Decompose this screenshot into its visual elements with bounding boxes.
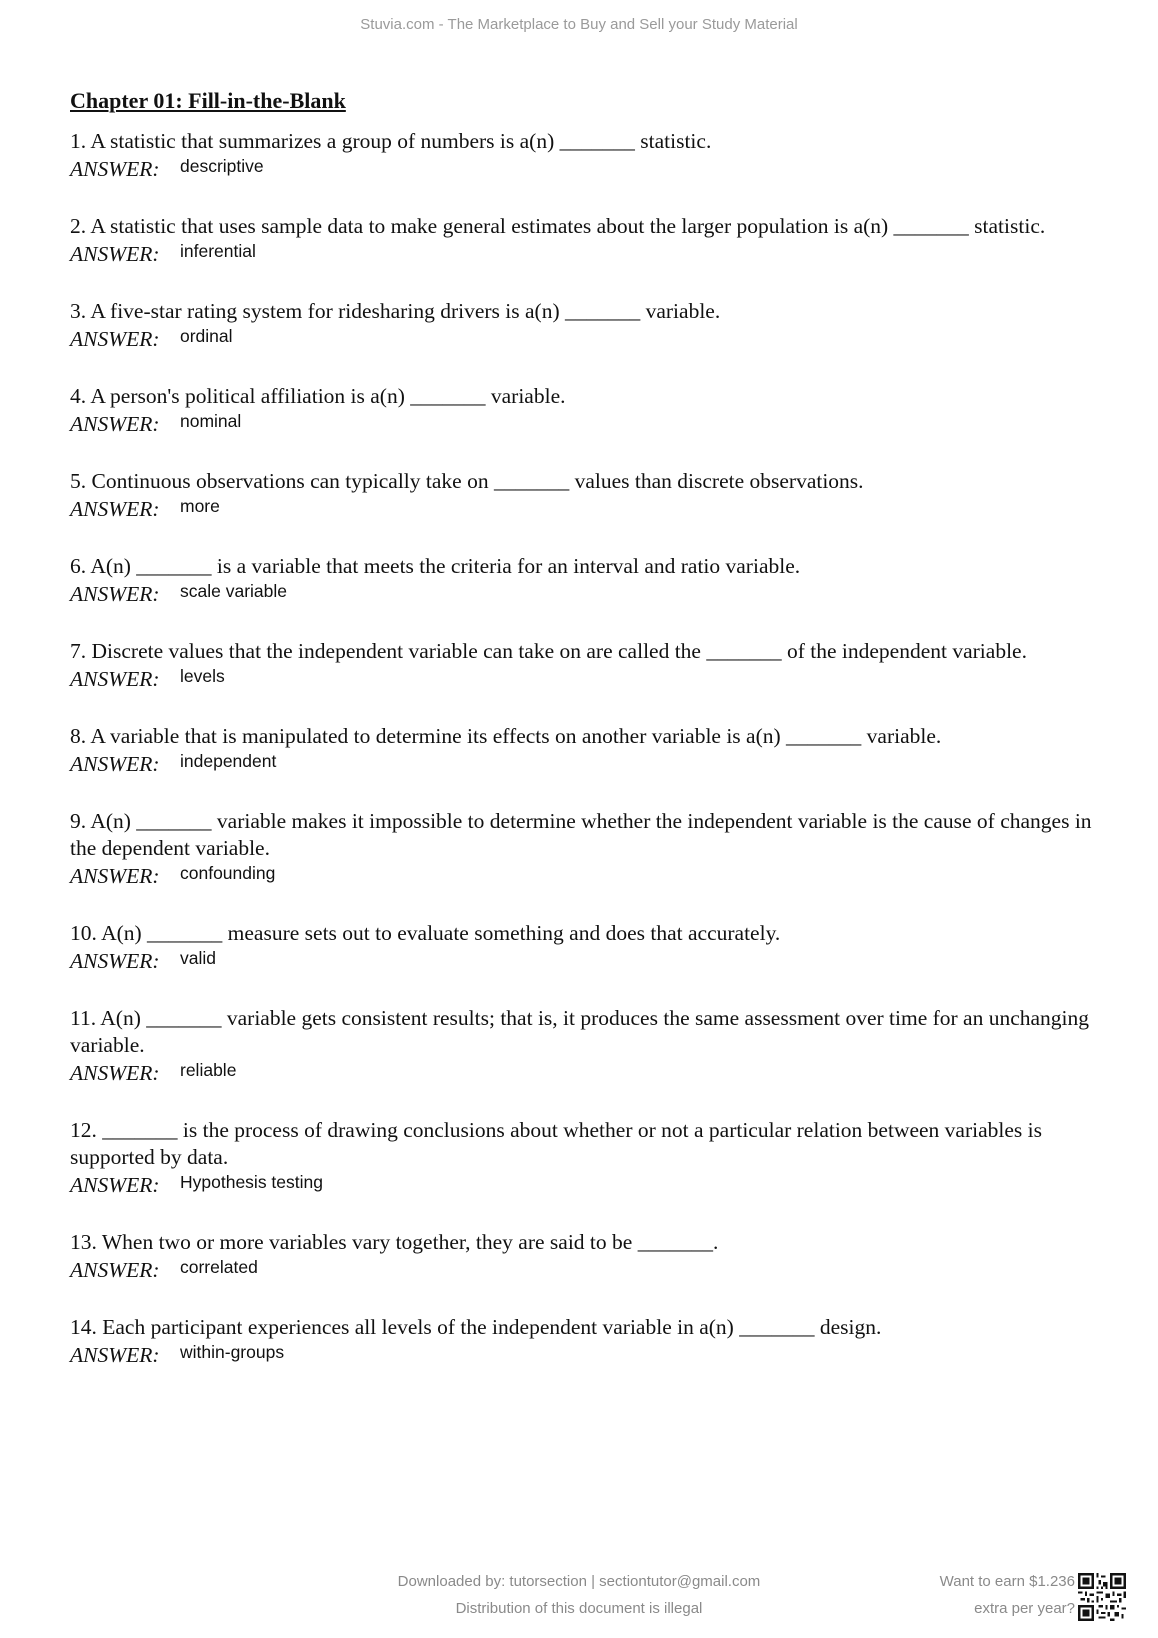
answer-value: Hypothesis testing <box>180 1172 323 1192</box>
answer-line <box>70 410 1120 441</box>
answer-value: inferential <box>180 241 256 261</box>
answer-value: reliable <box>180 1060 237 1080</box>
answer-value: confounding <box>180 863 276 883</box>
answer-line <box>70 1171 1120 1202</box>
question-text: 6. A(n) _______ is a variable that meets the criteria for an interval and ratio variable. <box>70 554 801 578</box>
question-text: 2. A statistic that uses sample data to make general estimates about the larger population is a(n) _______ statistic. <box>70 214 1046 238</box>
answer-line <box>70 665 1120 696</box>
earn-promo-link[interactable]: Want to earn $1.236 <box>939 1573 1075 1590</box>
answer-line <box>70 495 1120 526</box>
question-item <box>70 128 1120 186</box>
document-body <box>70 86 1120 1399</box>
answer-label: ANSWER: <box>70 949 160 973</box>
answer-value: scale variable <box>180 581 287 601</box>
question-text: 1. A statistic that summarizes a group of numbers is a(n) _______ statistic. <box>70 129 712 153</box>
answer-line <box>70 580 1120 611</box>
answer-label: ANSWER: <box>70 1343 160 1367</box>
question-item <box>70 213 1120 271</box>
question-item <box>70 920 1120 978</box>
qr-code-icon[interactable] <box>1078 1573 1126 1621</box>
question-text: 10. A(n) _______ measure sets out to evaluate something and does that accurately. <box>70 921 781 945</box>
question-text: 8. A variable that is manipulated to determine its effects on another variable is a(n) _______ variable. <box>70 724 942 748</box>
answer-line <box>70 1341 1120 1372</box>
answer-line <box>70 862 1120 893</box>
earn-promo-link-line2[interactable]: extra per year? <box>974 1600 1075 1617</box>
answer-value: ordinal <box>180 326 233 346</box>
question-item <box>70 1117 1120 1202</box>
answer-label: ANSWER: <box>70 412 160 436</box>
answer-value: levels <box>180 666 225 686</box>
answer-label: ANSWER: <box>70 752 160 776</box>
answer-line <box>70 325 1120 356</box>
distribution-notice: Distribution of this document is illegal <box>455 1600 703 1617</box>
question-text: 4. A person's political affiliation is a(n) _______ variable. <box>70 384 566 408</box>
answer-label: ANSWER: <box>70 1061 160 1085</box>
answer-line <box>70 947 1120 978</box>
answer-label: ANSWER: <box>70 157 160 181</box>
answer-line <box>70 750 1120 781</box>
answer-label: ANSWER: <box>70 667 160 691</box>
answer-value: correlated <box>180 1257 258 1277</box>
page-footer <box>0 1573 1158 1633</box>
answer-line <box>70 1059 1120 1090</box>
question-item <box>70 298 1120 356</box>
question-item <box>70 468 1120 526</box>
question-text: 13. When two or more variables vary together, they are said to be _______. <box>70 1230 719 1254</box>
answer-value: descriptive <box>180 156 264 176</box>
question-text: 3. A five-star rating system for ridesharing drivers is a(n) _______ variable. <box>70 299 721 323</box>
answer-label: ANSWER: <box>70 497 160 521</box>
question-item <box>70 1229 1120 1287</box>
stuvia-banner: Stuvia.com - The Marketplace to Buy and Sell your Study Material <box>360 16 798 33</box>
answer-value: within-groups <box>180 1342 285 1362</box>
answer-line <box>70 155 1120 186</box>
question-text: 7. Discrete values that the independent variable can take on are called the _______ of the independent variable. <box>70 639 1027 663</box>
answer-value: independent <box>180 751 277 771</box>
answer-label: ANSWER: <box>70 864 160 888</box>
question-text: 9. A(n) _______ variable makes it impossible to determine whether the independent variable is the cause of changes in the dependent variable. <box>70 809 1092 860</box>
answer-label: ANSWER: <box>70 242 160 266</box>
answer-label: ANSWER: <box>70 1173 160 1197</box>
answer-value: valid <box>180 948 216 968</box>
question-item <box>70 1005 1120 1090</box>
question-item <box>70 383 1120 441</box>
chapter-title: Chapter 01: Fill-in-the-Blank <box>70 88 346 113</box>
answer-label: ANSWER: <box>70 582 160 606</box>
answer-label: ANSWER: <box>70 327 160 351</box>
answer-label: ANSWER: <box>70 1258 160 1282</box>
downloaded-by-text: Downloaded by: tutorsection | sectiontutor@gmail.com <box>397 1573 761 1590</box>
question-item <box>70 553 1120 611</box>
question-item <box>70 1314 1120 1372</box>
answer-line <box>70 1256 1120 1287</box>
answer-line <box>70 240 1120 271</box>
question-text: 11. A(n) _______ variable gets consistent results; that is, it produces the same assessment over time for an unchanging variable. <box>70 1006 1090 1057</box>
answer-value: more <box>180 496 220 516</box>
question-item <box>70 808 1120 893</box>
question-item <box>70 638 1120 696</box>
question-text: 14. Each participant experiences all levels of the independent variable in a(n) _______ design. <box>70 1315 882 1339</box>
question-item <box>70 723 1120 781</box>
answer-value: nominal <box>180 411 242 431</box>
question-text: 5. Continuous observations can typically take on _______ values than discrete observations. <box>70 469 864 493</box>
question-text: 12. _______ is the process of drawing conclusions about whether or not a particular relation between variables is supported by data. <box>70 1118 1043 1169</box>
